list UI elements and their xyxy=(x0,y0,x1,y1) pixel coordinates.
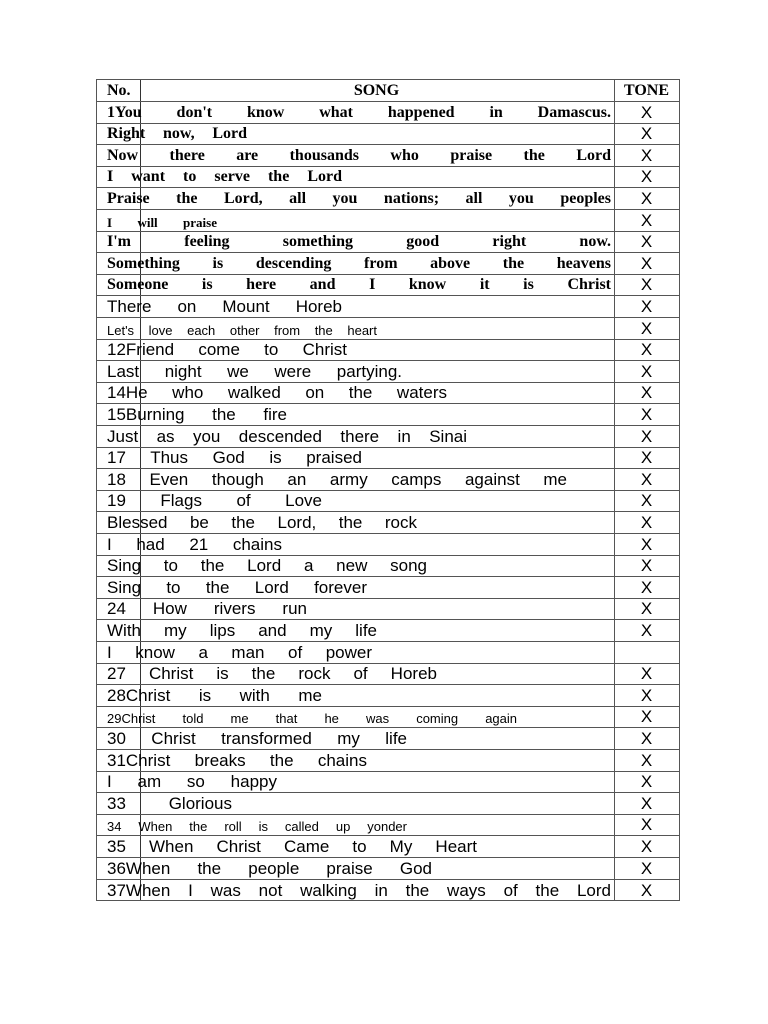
tone-mark: X xyxy=(640,491,653,511)
table-row xyxy=(97,793,679,815)
song-title: 18 Even though an army camps against me xyxy=(107,469,567,489)
song-title: 19 Flags of Love xyxy=(107,491,322,511)
table-row xyxy=(97,232,679,254)
table-row xyxy=(97,836,679,858)
tone-mark: X xyxy=(640,750,653,770)
song-title: I'm feeling something good right now. xyxy=(107,233,611,251)
tone-mark: X xyxy=(640,448,653,468)
song-title: 12Friend come to Christ xyxy=(107,340,347,360)
tone-mark: X xyxy=(640,793,653,813)
table-row xyxy=(97,728,679,750)
table-row xyxy=(97,253,679,275)
tone-mark: X xyxy=(640,728,653,748)
table-row xyxy=(97,858,679,880)
song-title: With my lips and my life xyxy=(107,620,377,640)
table-row xyxy=(97,361,679,383)
song-title: Something is descending from above the heavens xyxy=(107,254,611,272)
song-title: 36When the people praise God xyxy=(107,858,432,878)
tone-mark: X xyxy=(640,383,653,403)
tone-mark: X xyxy=(640,772,653,792)
song-title: 34 When the roll is called up yonder xyxy=(107,819,407,835)
table-row xyxy=(97,404,679,426)
table-row xyxy=(97,124,679,146)
tone-mark: X xyxy=(640,556,653,576)
table-row xyxy=(97,340,679,362)
song-title: 33 Glorious xyxy=(107,793,232,813)
table-row xyxy=(97,599,679,621)
table-row xyxy=(97,664,679,686)
tone-mark: X xyxy=(640,318,653,338)
table-header-row xyxy=(97,80,679,102)
tone-mark: X xyxy=(640,188,653,208)
tone-mark: X xyxy=(640,707,653,727)
table-row xyxy=(97,296,679,318)
table-row xyxy=(97,102,679,124)
song-title: Sing to the Lord a new song xyxy=(107,556,427,576)
table-row xyxy=(97,469,679,491)
tone-mark: X xyxy=(640,210,653,230)
table-row xyxy=(97,167,679,189)
table-row xyxy=(97,577,679,599)
song-title: Praise the Lord, all you nations; all you peoples xyxy=(107,189,611,207)
song-title: 1You don't know what happened in Damascus. xyxy=(107,103,611,121)
tone-mark: X xyxy=(640,664,653,684)
song-title: 35 When Christ Came to My Heart xyxy=(107,836,477,856)
song-title: I had 21 chains xyxy=(107,534,282,554)
tone-mark: X xyxy=(640,469,653,489)
table-row xyxy=(97,275,679,297)
table-row xyxy=(97,512,679,534)
song-title: 37When I was not walking in the ways of the Lord xyxy=(107,881,611,901)
table-row xyxy=(97,815,679,837)
tone-mark: X xyxy=(640,685,653,705)
tone-mark: X xyxy=(640,858,653,878)
tone-mark: X xyxy=(640,145,653,165)
song-title: 14He who walked on the waters xyxy=(107,383,447,403)
tone-mark: X xyxy=(640,167,653,187)
table-row xyxy=(97,556,679,578)
table-row xyxy=(97,772,679,794)
song-title: 30 Christ transformed my life xyxy=(107,728,407,748)
tone-mark: X xyxy=(640,124,653,144)
tone-mark: X xyxy=(640,426,653,446)
table-row xyxy=(97,750,679,772)
table-row xyxy=(97,642,679,664)
table-row xyxy=(97,448,679,470)
tone-mark: X xyxy=(640,534,653,554)
song-title: I will praise xyxy=(107,214,217,230)
tone-mark: X xyxy=(640,404,653,424)
tone-mark: X xyxy=(640,815,653,835)
tone-mark: X xyxy=(640,599,653,619)
song-title: I want to serve the Lord xyxy=(107,168,342,186)
tone-mark: X xyxy=(640,253,653,273)
song-title: 28Christ is with me xyxy=(107,685,322,705)
table-row xyxy=(97,145,679,167)
header-tone: TONE xyxy=(623,82,670,99)
table-row xyxy=(97,318,679,340)
song-title: Someone is here and I know it is Christ xyxy=(107,276,611,294)
tone-mark: X xyxy=(640,836,653,856)
tone-mark: X xyxy=(640,296,653,316)
table-row xyxy=(97,685,679,707)
table-row xyxy=(97,707,679,729)
song-title: Now there are thousands who praise the Lord xyxy=(107,146,611,164)
table-row xyxy=(97,620,679,642)
table-row xyxy=(97,426,679,448)
tone-mark: X xyxy=(640,512,653,532)
song-title: Let's love each other from the heart xyxy=(107,322,377,338)
table-row xyxy=(97,880,679,902)
table-row xyxy=(97,383,679,405)
tone-mark: X xyxy=(640,275,653,295)
table-row xyxy=(97,534,679,556)
song-title: I am so happy xyxy=(107,772,277,792)
song-title: Just as you descended there in Sinai xyxy=(107,426,467,446)
song-title: Sing to the Lord forever xyxy=(107,577,367,597)
song-table xyxy=(96,79,680,901)
song-title: 27 Christ is the rock of Horeb xyxy=(107,664,437,684)
song-title: There on Mount Horeb xyxy=(107,296,342,316)
table-row xyxy=(97,491,679,513)
song-title: Last night we were partying. xyxy=(107,361,402,381)
song-title: 29Christ told me that he was coming again xyxy=(107,711,517,727)
tone-mark: X xyxy=(640,102,653,122)
tone-mark: X xyxy=(640,340,653,360)
tone-mark: X xyxy=(640,620,653,640)
song-title: 17 Thus God is praised xyxy=(107,448,362,468)
tone-mark: X xyxy=(640,577,653,597)
tone-mark: X xyxy=(640,361,653,381)
tone-mark: X xyxy=(640,881,653,901)
header-no: No. xyxy=(107,82,131,99)
song-title: 31Christ breaks the chains xyxy=(107,750,367,770)
song-title: I know a man of power xyxy=(107,642,372,662)
table-row xyxy=(97,210,679,232)
song-title: 24 How rivers run xyxy=(107,599,307,619)
tone-mark: X xyxy=(640,232,653,252)
header-song: SONG xyxy=(353,82,400,99)
song-title: Blessed be the Lord, the rock xyxy=(107,512,417,532)
song-title: 15Burning the fire xyxy=(107,404,287,424)
song-title: Right now, Lord xyxy=(107,125,247,143)
table-row xyxy=(97,188,679,210)
